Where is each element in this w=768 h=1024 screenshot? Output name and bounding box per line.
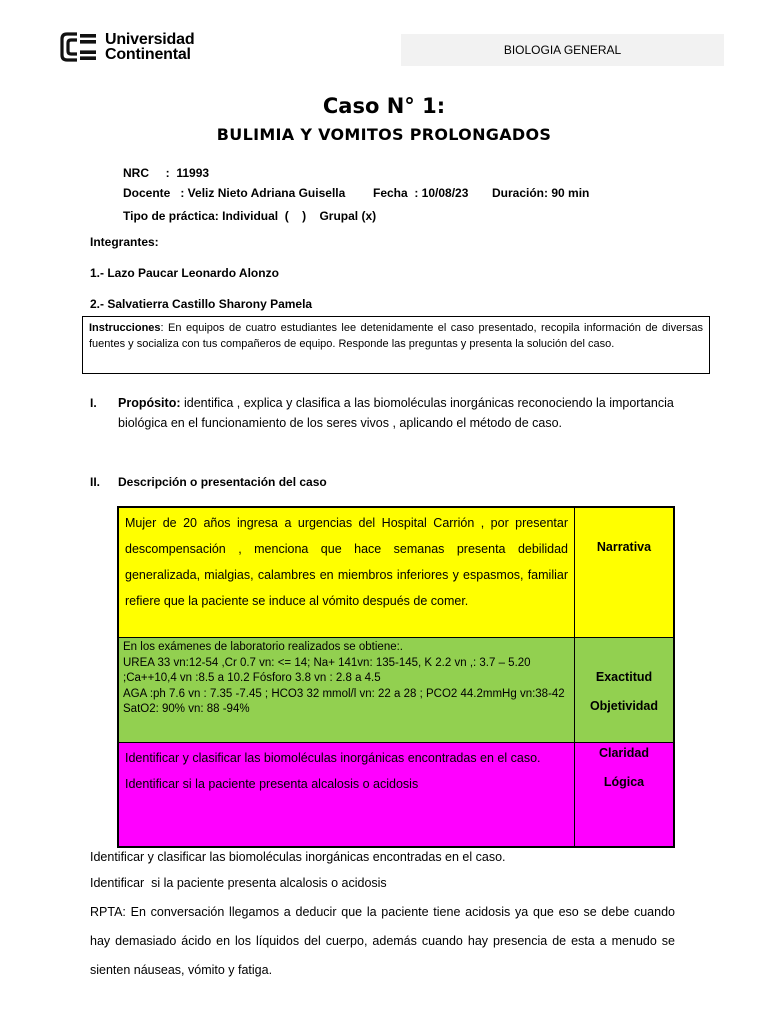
task-row bbox=[119, 743, 673, 846]
lab-line-4: SatO2: 90% vn: 88 -94% bbox=[123, 703, 250, 715]
instructions-label: Instrucciones bbox=[89, 322, 161, 334]
logo-line-1: Universidad bbox=[105, 31, 195, 48]
answer-rpta: RPTA: En conversación llegamos a deducir que la paciente tiene acidosis ya que eso se debe cuando hay demasiado ácido en los líquidos del cuerpo, además cuando hay presencia de esta a menudo se sienten náuseas, vómito y fatiga. bbox=[90, 905, 675, 977]
task-2: Identificar si la paciente presenta alcalosis o acidosis bbox=[125, 777, 419, 791]
logo-text bbox=[105, 32, 194, 62]
narrative-text: Mujer de 20 años ingresa a urgencias del Hospital Carrión , por presentar descompensación , menciona que hace semanas presenta debilidad generalizada, mialgias, calambres en miembros inferiores y espasmos, familiar refiere que la paciente se induce al vómito después de comer. bbox=[119, 508, 575, 637]
lab-label-2: Objetividad bbox=[589, 699, 659, 713]
case-title: Caso N° 1: bbox=[322, 94, 446, 118]
case-subtitle: BULIMIA Y VOMITOS PROLONGADOS bbox=[216, 125, 552, 144]
case-table bbox=[117, 506, 675, 848]
narrative-label: Narrativa bbox=[596, 540, 652, 554]
member-2: 2.- Salvatierra Castillo Sharony Pamela bbox=[90, 297, 313, 311]
lab-line-3: AGA :ph 7.6 vn : 7.35 -7.45 ; HCO3 32 mmol/l vn: 22 a 28 ; PCO2 44.2mmHg vn:38-42 bbox=[123, 687, 565, 700]
task-label-2: Lógica bbox=[603, 775, 645, 789]
lab-line-1: En los exámenes de laboratorio realizados se obtiene:. bbox=[123, 641, 404, 653]
instructions-box bbox=[82, 316, 710, 374]
task-text bbox=[119, 743, 575, 846]
task-1: Identificar y clasificar las biomoléculas inorgánicas encontradas en el caso. bbox=[125, 751, 541, 765]
narrative-label-cell bbox=[575, 508, 673, 637]
nrc-line: NRC : 11993 bbox=[123, 166, 210, 180]
section-1-text: identifica , explica y clasifica a las biomoléculas inorgánicas reconociendo la importancia biológica en el funcionamiento de los seres vivos , aplicando el método de caso. bbox=[118, 396, 674, 430]
course-header-box bbox=[401, 34, 724, 66]
logo-line-2: Continental bbox=[105, 46, 191, 63]
task-label-cell bbox=[575, 743, 673, 846]
integrantes-label: Integrantes: bbox=[90, 235, 159, 249]
instructions-text: : En equipos de cuatro estudiantes lee detenidamente el caso presentado, recopila información de diversas fuentes y socializa con tus compañeros de equipo. Responde las preguntas y presenta la solución del caso. bbox=[89, 322, 703, 350]
lab-label-1: Exactitud bbox=[595, 670, 653, 684]
section-1-number: I. bbox=[90, 396, 97, 410]
duracion-line: Duración: 90 min bbox=[492, 186, 590, 200]
tipo-practica-line: Tipo de práctica: Individual ( ) Grupal (x) bbox=[123, 209, 377, 223]
lab-label-cell bbox=[575, 638, 673, 742]
lab-line-2: UREA 33 vn:12-54 ,Cr 0.7 vn: <= 14; Na+ 141vn: 135-145, K 2.2 vn ,: 3.7 – 5.20 ;Ca++10,4 vn :8.5 a 10.2 Fósforo 3.8 vn : 2.8 a 4.5 bbox=[123, 656, 531, 684]
lab-text bbox=[119, 638, 575, 742]
question-2: Identificar si la paciente presenta alcalosis o acidosis bbox=[90, 876, 387, 890]
section-1-body bbox=[118, 393, 675, 433]
narrative-row bbox=[119, 508, 673, 638]
member-1: 1.- Lazo Paucar Leonardo Alonzo bbox=[90, 266, 279, 280]
docente-line: Docente : Veliz Nieto Adriana Guisella bbox=[123, 186, 346, 200]
logo-mark-icon bbox=[60, 32, 98, 62]
university-logo bbox=[60, 30, 220, 66]
course-name: BIOLOGIA GENERAL bbox=[503, 43, 622, 57]
lab-row bbox=[119, 638, 673, 743]
section-1-label: Propósito: bbox=[118, 396, 181, 410]
section-2-label: Descripción o presentación del caso bbox=[118, 475, 327, 489]
fecha-line: Fecha : 10/08/23 bbox=[373, 186, 469, 200]
question-1: Identificar y clasificar las biomoléculas inorgánicas encontradas en el caso. bbox=[90, 850, 506, 864]
section-2-number: II. bbox=[90, 475, 101, 489]
task-label-1: Claridad bbox=[598, 746, 649, 760]
